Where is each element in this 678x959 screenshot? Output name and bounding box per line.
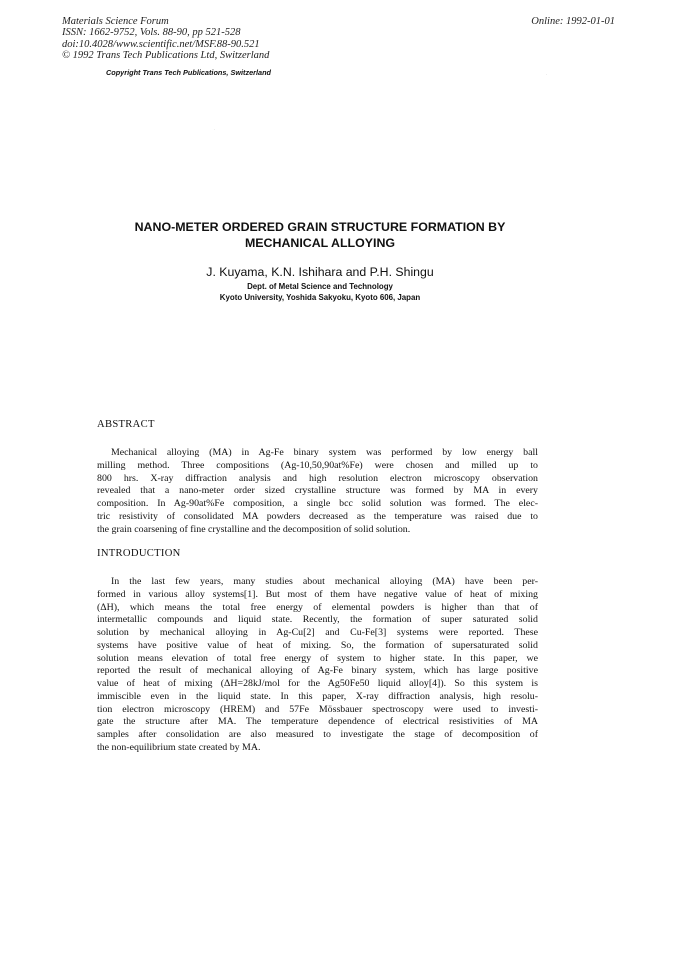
introduction-line: value of heat of mixing (ΔH=28kJ/mol for the Ag50Fe50 liquid alloy[4]). So this system is <box>97 678 538 689</box>
issn-line: ISSN: 1662-9752, Vols. 88-90, pp 521-528 <box>62 27 241 39</box>
journal-metadata <box>62 16 269 61</box>
introduction-line: solution means elevation of total free energy of system to higher state. In this paper, we <box>97 652 538 664</box>
publisher-line: © 1992 Trans Tech Publications Ltd, Switzerland <box>62 49 270 61</box>
doi-line: doi:10.4028/www.scientific.net/MSF.88-90.521 <box>62 38 260 50</box>
title-line: MECHANICAL ALLOYING <box>244 235 396 250</box>
abstract-heading: ABSTRACT <box>97 419 155 430</box>
abstract-line: Mechanical alloying (MA) in Ag-Fe binary system was performed by low energy ball <box>111 447 538 458</box>
introduction-line: intermetallic compounds and liquid state. Recently, the formation of super saturated solid <box>97 614 538 626</box>
introduction-line: samples after consolidation are also measured to investigate the stage of decomposition of <box>97 729 538 740</box>
paper-title <box>100 220 540 251</box>
journal-name: Materials Science Forum <box>62 16 169 27</box>
introduction-line: In the last few years, many studies about mechanical alloying (MA) have been per- <box>111 576 538 587</box>
introduction-line: systems have positive value of heat of mixing. So, the formation of supersaturated solid <box>97 639 538 651</box>
introduction-line: gate the structure after MA. The temperature dependence of electrical resistivities of MA <box>97 716 538 728</box>
scan-speck: . <box>214 126 215 131</box>
title-line: NANO-METER ORDERED GRAIN STRUCTURE FORMATION BY <box>134 220 506 234</box>
introduction-line: solution by mechanical alloying in Ag-Cu[2] and Cu-Fe[3] systems were reported. These <box>97 627 538 638</box>
introduction-heading: INTRODUCTION <box>97 548 181 559</box>
abstract-line: milling method. Three compositions (Ag-10,50,90at%Fe) were chosen and milled up to <box>97 459 538 471</box>
introduction-line: reported the result of mechanical alloying of Ag-Fe binary system, which has large positive <box>97 665 538 677</box>
online-date: Online: 1992-01-01 <box>531 16 615 27</box>
introduction-body <box>97 576 538 755</box>
affiliation <box>100 282 540 303</box>
author-list: J. Kuyama, K.N. Ishihara and P.H. Shingu <box>206 265 434 279</box>
introduction-line: (ΔH), which means the total free energy of elemental powders is higher than that of <box>97 601 538 613</box>
copyright-notice: Copyright Trans Tech Publications, Switzerland <box>106 68 272 77</box>
introduction-line: the non-equilibrium state created by MA. <box>97 741 261 753</box>
scan-speck: . <box>546 71 547 76</box>
introduction-line: formed in various alloy systems[1]. But most of them have negative value of heat of mixing <box>97 588 538 600</box>
abstract-line: revealed that a nano-meter order sized crystalline structure was formed by MA in every <box>97 485 538 497</box>
abstract-line: the grain coarsening of fine crystalline and the decomposition of solid solution. <box>97 523 411 535</box>
affiliation-line: Dept. of Metal Science and Technology <box>247 282 393 291</box>
abstract-body <box>97 447 538 536</box>
abstract-line: composition. In Ag-90at%Fe composition, a single bcc solid solution was formed. The elec- <box>97 498 538 509</box>
introduction-line: immiscible even in the liquid state. In this paper, X-ray diffraction analysis, high resolu- <box>97 690 538 702</box>
affiliation-line: Kyoto University, Yoshida Sakyoku, Kyoto 606, Japan <box>219 292 421 302</box>
abstract-line: 800 hrs. X-ray diffraction analysis and high resolution electron microscopy observation <box>97 472 538 484</box>
introduction-line: tion electron microscopy (HREM) and 57Fe Mössbauer spectroscopy were used to investi- <box>97 703 538 715</box>
abstract-line: tric resistivity of consolidated MA powders decreased as the temperature was raised due to <box>97 510 538 522</box>
